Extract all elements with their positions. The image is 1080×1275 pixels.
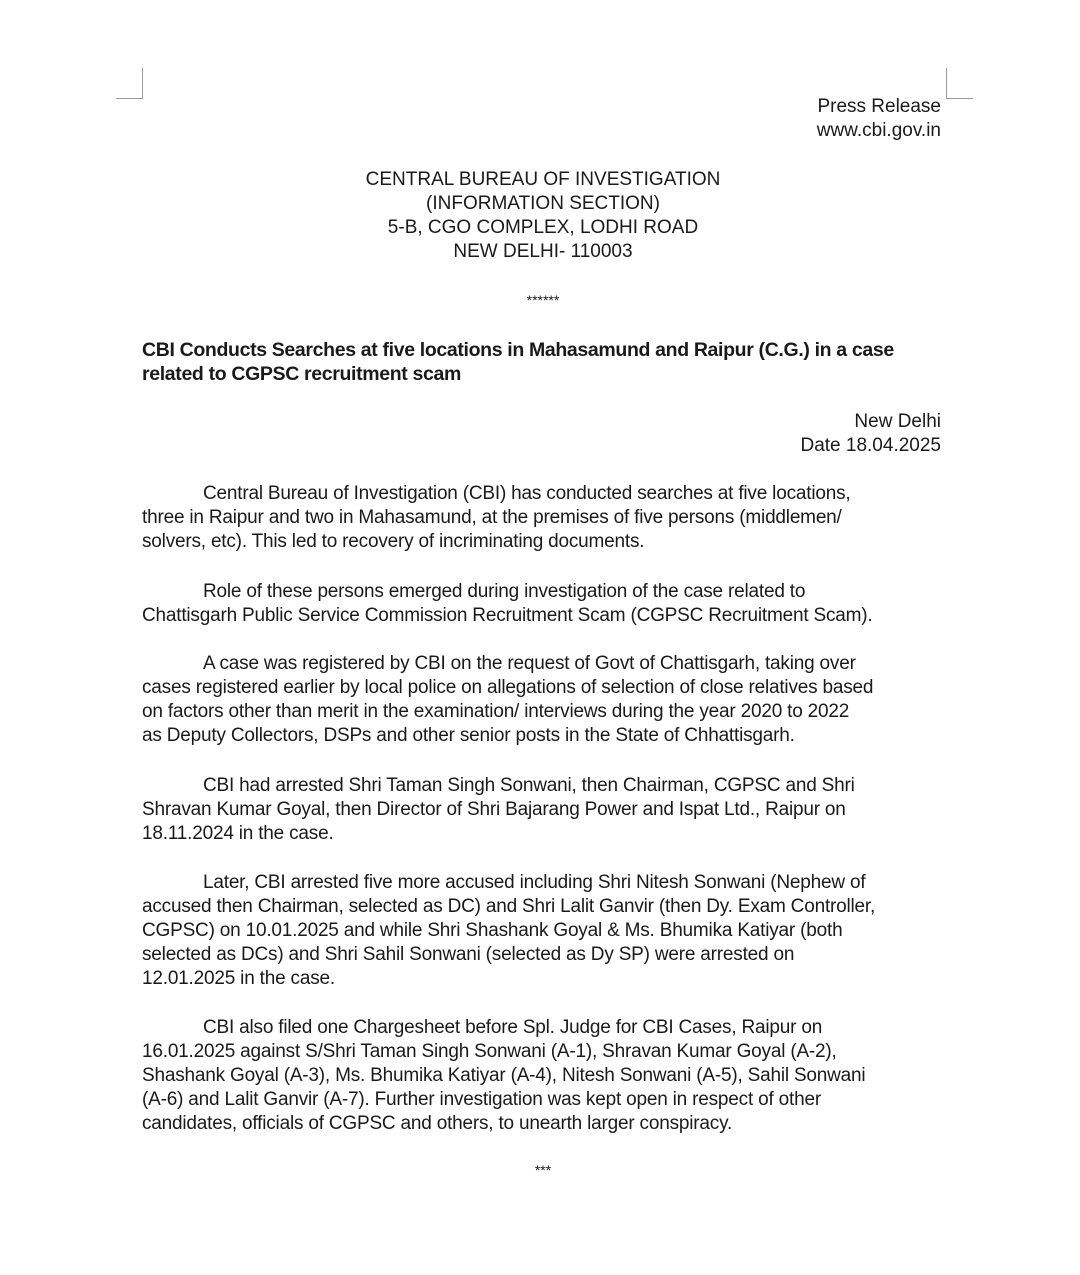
body-paragraph-3 [142, 652, 873, 748]
body-paragraph-2 [142, 580, 873, 628]
body-paragraph-1 [142, 482, 850, 554]
headline-line: related to CGPSC recruitment scam [142, 363, 461, 385]
press-release-label: Press Release [817, 96, 941, 117]
dateline-date: Date 18.04.2025 [800, 435, 941, 456]
paragraph-line: CBI had arrested Shri Taman Singh Sonwani, then Chairman, CGPSC and Shri [203, 775, 855, 796]
separator-bottom: *** [534, 1162, 552, 1178]
body-paragraph-4 [142, 774, 855, 846]
paragraph-line: Chattisgarh Public Service Commission Recruitment Scam (CGPSC Recruitment Scam). [142, 605, 873, 626]
press-release-headline [142, 338, 894, 386]
street-address: 5-B, CGO COMPLEX, LODHI ROAD [387, 217, 699, 238]
paragraph-line: candidates, officials of CGPSC and others, to unearth larger conspiracy. [142, 1113, 733, 1134]
paragraph-line: A case was registered by CBI on the request of Govt of Chattisgarh, taking over [203, 653, 856, 674]
paragraph-line: on factors other than merit in the examination/ interviews during the year 2020 to 2022 [142, 701, 850, 722]
agency-name: CENTRAL BUREAU OF INVESTIGATION [365, 169, 721, 190]
headline-line: CBI Conducts Searches at five locations in Mahasamund and Raipur (C.G.) in a case [142, 339, 894, 361]
top-left-corner-mark [116, 68, 143, 99]
dateline-place: New Delhi [854, 411, 941, 432]
paragraph-line: CBI also filed one Chargesheet before Spl. Judge for CBI Cases, Raipur on [203, 1017, 823, 1038]
paragraph-line: accused then Chairman, selected as DC) and Shri Lalit Ganvir (then Dy. Exam Controller, [142, 896, 876, 917]
paragraph-line: solvers, etc). This led to recovery of incriminating documents. [142, 531, 645, 552]
paragraph-line: cases registered earlier by local police on allegations of selection of close relatives based [142, 677, 874, 698]
paragraph-line: as Deputy Collectors, DSPs and other senior posts in the State of Chhattisgarh. [142, 725, 795, 746]
body-paragraph-6 [142, 1016, 865, 1136]
section-name: (INFORMATION SECTION) [426, 193, 660, 214]
paragraph-line: 18.11.2024 in the case. [142, 823, 334, 844]
top-right-corner-mark [946, 68, 973, 99]
paragraph-line: Central Bureau of Investigation (CBI) has conducted searches at five locations, [203, 483, 851, 504]
paragraph-line: Role of these persons emerged during investigation of the case related to [203, 581, 806, 602]
paragraph-line: selected as DCs) and Shri Sahil Sonwani (selected as Dy SP) were arrested on [142, 944, 795, 965]
city-postcode: NEW DELHI- 110003 [453, 241, 633, 262]
paragraph-line: 12.01.2025 in the case. [142, 968, 335, 989]
paragraph-line: (A-6) and Lalit Ganvir (A-7). Further investigation was kept open in respect of other [142, 1089, 821, 1110]
paragraph-line: Shravan Kumar Goyal, then Director of Shri Bajarang Power and Ispat Ltd., Raipur on [142, 799, 846, 820]
body-paragraph-5 [142, 871, 875, 991]
paragraph-line: Later, CBI arrested five more accused including Shri Nitesh Sonwani (Nephew of [203, 872, 866, 893]
paragraph-line: three in Raipur and two in Mahasamund, at the premises of five persons (middlemen/ [142, 507, 842, 528]
press-release-header [817, 95, 941, 143]
agency-address-block [0, 168, 1080, 264]
website-link: www.cbi.gov.in [816, 120, 941, 141]
separator-top: ****** [526, 292, 560, 308]
dateline [800, 410, 941, 458]
paragraph-line: 16.01.2025 against S/Shri Taman Singh Sonwani (A-1), Shravan Kumar Goyal (A-2), [142, 1041, 837, 1062]
paragraph-line: Shashank Goyal (A-3), Ms. Bhumika Katiyar (A-4), Nitesh Sonwani (A-5), Sahil Sonwani [142, 1065, 866, 1086]
paragraph-line: CGPSC) on 10.01.2025 and while Shri Shashank Goyal & Ms. Bhumika Katiyar (both [142, 920, 843, 941]
